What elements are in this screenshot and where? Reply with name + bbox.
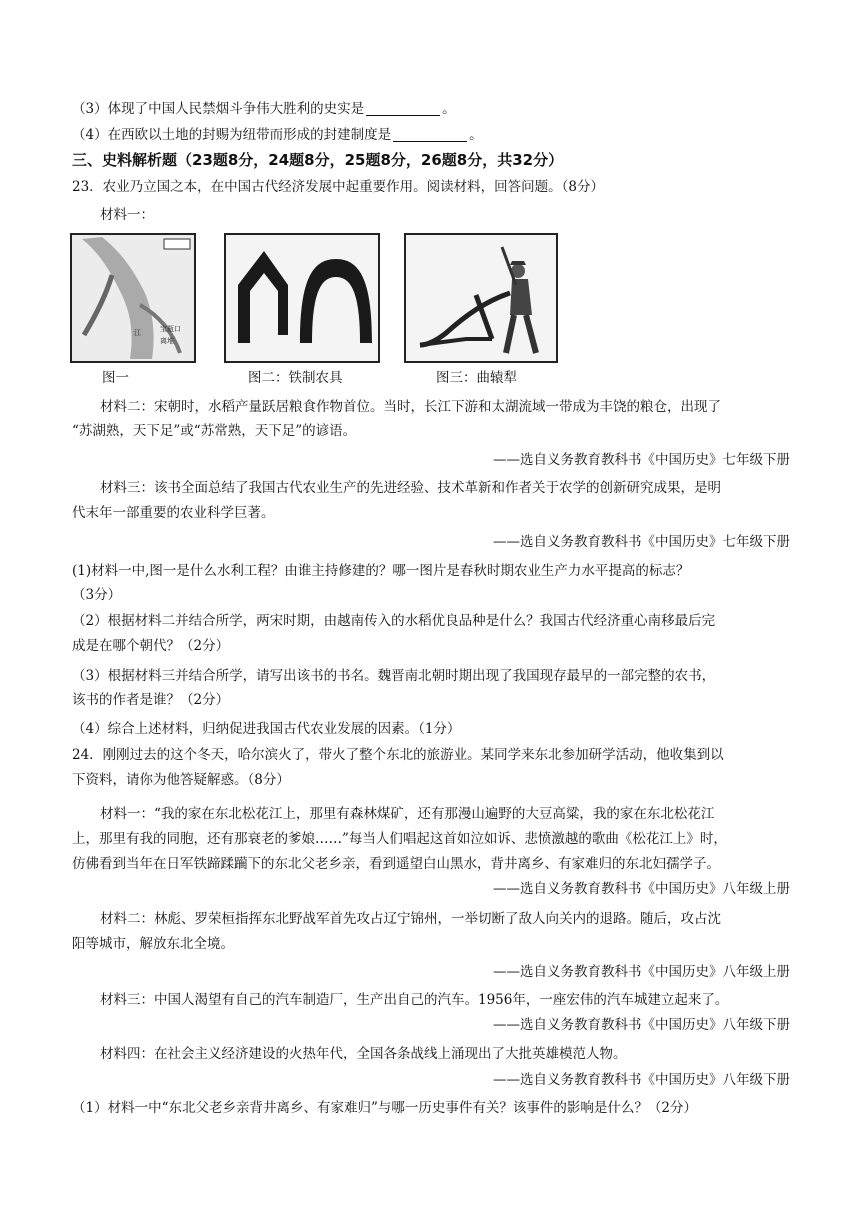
- material-3-line-2: 代末年一部重要的农业科学巨著。: [72, 505, 275, 521]
- q24-material-1-line-1: 材料一：“我的家在东北松花江上，那里有森林煤矿，还有那漫山遍野的大豆高粱，我的家在东北松花江: [100, 806, 715, 822]
- q24-stem-line-1: 24．刚刚过去的这个冬天，哈尔滨火了，带火了整个东北的旅游业。某同学来东北参加研学活动，他收集到以: [72, 747, 724, 763]
- material-2-source: ——选自义务教育教科书《中国历史》七年级下册: [493, 452, 790, 468]
- iron-tools-illustration: [226, 235, 378, 361]
- q24-stem-line-2: 下资料，请你为他答疑解惑。（8分）: [72, 772, 290, 788]
- material-3-source: ——选自义务教育教科书《中国历史》七年级下册: [493, 534, 790, 550]
- q24-question-1: （1）材料一中“东北父老乡亲背井离乡、有家难归”与哪一历史事件有关？该事件的影响是什么？（2分）: [72, 1100, 697, 1116]
- map-illustration: [72, 235, 194, 361]
- material-3-line-1: 材料三：该书全面总结了我国古代农业生产的先进经验、技术革新和作者关于农学的创新研究成果，是明: [100, 480, 721, 496]
- caption-figure-2: 图二：铁制农具: [248, 370, 343, 386]
- q24-material-2-line-2: 阳等城市，解放东北全境。: [72, 936, 234, 952]
- material-2-line-2: “苏湖熟，天下足”或“苏常熟，天下足”的谚语。: [72, 423, 357, 439]
- dujiangyan-map-figure: [70, 233, 196, 363]
- q23-question-4: （4）综合上述材料，归纳促进我国古代农业发展的因素。（1分）: [72, 721, 461, 737]
- answer-blank: [366, 101, 440, 116]
- answer-blank: [393, 127, 467, 142]
- curved-plough-illustration: [406, 235, 556, 361]
- map-label-lidui: 离堆: [160, 337, 174, 345]
- curved-plough-figure: [404, 233, 558, 363]
- q23-question-1: (1)材料一中,图一是什么水利工程？由谁主持修建的？哪一图片是春秋时期农业生产力水平提高的标志？: [72, 563, 690, 579]
- q23-stem: 23．农业乃立国之本，在中国古代经济发展中起重要作用。阅读材料，回答问题。（8分）: [72, 179, 605, 195]
- q23-question-1-cont: （3分）: [72, 587, 122, 603]
- fill-question-4: （4）在西欧以土地的封赐为纽带而形成的封建制度是 。: [72, 127, 483, 143]
- map-label-river: 江: [134, 329, 141, 337]
- q24-material-4-source: ——选自义务教育教科书《中国历史》八年级下册: [493, 1072, 790, 1088]
- q24-material-1-source: ——选自义务教育教科书《中国历史》八年级上册: [493, 881, 790, 897]
- q23-question-3: （3）根据材料三并结合所学，请写出该书的书名。魏晋南北朝时期出现了我国现存最早的一部完整的农书，: [72, 668, 716, 684]
- q24-material-1-line-2: 上，那里有我的同胞，还有那衰老的爹娘……”每当人们唱起这首如泣如诉、悲愤激越的歌曲《松花江上》时，: [72, 831, 727, 847]
- q23-question-3-cont: 该书的作者是谁？（2分）: [72, 692, 230, 708]
- q24-material-4: 材料四：在社会主义经济建设的火热年代，全国各条战线上涌现出了大批英雄模范人物。: [100, 1046, 627, 1062]
- q24-material-3: 材料三：中国人渴望有自己的汽车制造厂，生产出自己的汽车。1956年，一座宏伟的汽车城建立起来了。: [100, 992, 729, 1008]
- section-title: 三、史料解析题（23题8分，24题8分，25题8分，26题8分，共32分）: [72, 151, 564, 169]
- material-1-label: 材料一：: [100, 207, 154, 223]
- caption-figure-3: 图三：曲辕犁: [436, 370, 517, 386]
- material-2-line-1: 材料二：宋朝时，水稻产量跃居粮食作物首位。当时，长江下游和太湖流域一带成为丰饶的粮仓，出现了: [100, 399, 721, 415]
- fill-question-3: （3）体现了中国人民禁烟斗争伟大胜利的史实是 。: [72, 101, 456, 117]
- iron-tools-figure: [224, 233, 380, 363]
- q23-question-2-cont: 成是在哪个朝代？（2分）: [72, 638, 230, 654]
- q24-material-3-source: ——选自义务教育教科书《中国历史》八年级下册: [493, 1017, 790, 1033]
- q24-material-2-line-1: 材料二：林彪、罗荣桓指挥东北野战军首先攻占辽宁锦州，一举切断了敌人向关内的退路。随后，攻占沈: [100, 911, 721, 927]
- q24-material-2-source: ——选自义务教育教科书《中国历史》八年级上册: [493, 964, 790, 980]
- map-label-baopingkou: 宝瓶口: [160, 325, 181, 333]
- caption-figure-1: 图一: [102, 370, 129, 386]
- q23-question-2: （2）根据材料二并结合所学，两宋时期，由越南传入的水稻优良品种是什么？我国古代经济重心南移最后完: [72, 613, 716, 629]
- q24-material-1-line-3: 仿佛看到当年在日军铁蹄蹂躏下的东北父老乡亲，看到遥望白山黑水，背井离乡、有家难归的东北妇孺学子。: [72, 856, 720, 872]
